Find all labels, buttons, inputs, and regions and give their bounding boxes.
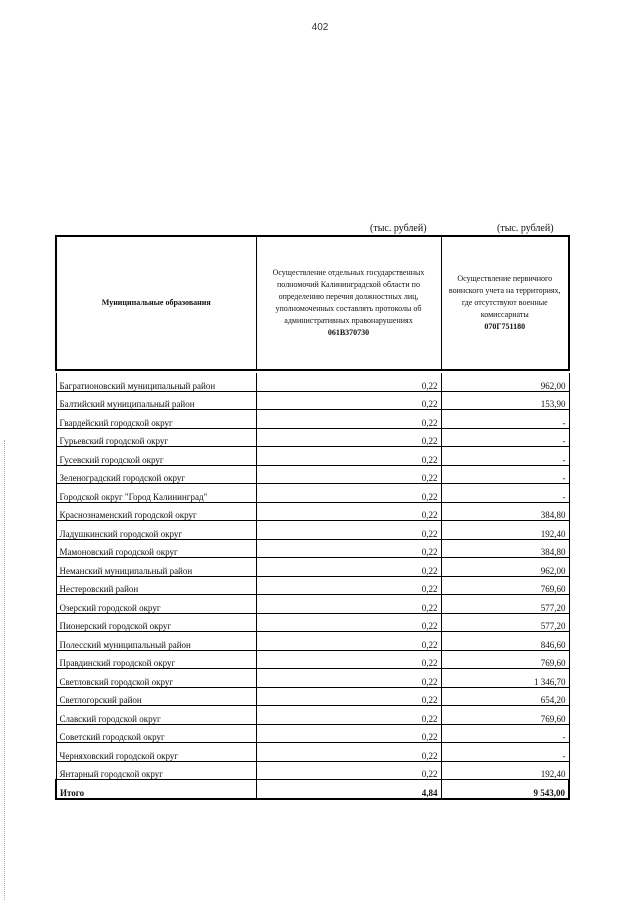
page-number: 402	[311, 22, 329, 33]
value-col-b: -	[441, 447, 569, 466]
value-col-b: -	[441, 484, 569, 503]
value-col-a: 0,22	[256, 724, 441, 743]
value-col-b: 962,00	[441, 373, 569, 391]
municipality-name: Ладушкинский городской округ	[56, 521, 256, 540]
value-col-b: -	[441, 428, 569, 447]
value-col-b: -	[441, 410, 569, 429]
value-col-b: 654,20	[441, 687, 569, 706]
header-military-registration-code: 070Г751180	[484, 322, 526, 331]
table-row	[56, 632, 569, 651]
value-col-a: 0,22	[256, 613, 441, 632]
value-col-b: 192,40	[441, 521, 569, 540]
header-protocol-officials-code: 061В370730	[327, 328, 370, 337]
value-col-b: -	[441, 724, 569, 743]
header-military-registration-label: Осуществление первичного воинского учета на территориях, где отсутствуют военные комиссариаты	[448, 274, 561, 319]
value-col-b: 769,60	[441, 706, 569, 725]
unit-label-col-b: (тыс. рублей)	[497, 223, 554, 234]
unit-label-col-a: (тыс. рублей)	[370, 223, 427, 234]
value-col-b: 577,20	[441, 613, 569, 632]
header-municipalities	[56, 236, 256, 370]
table-row	[56, 447, 569, 466]
value-col-a: 0,22	[256, 410, 441, 429]
municipality-name: Зеленоградский городской округ	[56, 465, 256, 484]
municipality-name: Гурьевский городской округ	[56, 428, 256, 447]
municipality-name: Гусевский городской округ	[56, 447, 256, 466]
municipality-name: Светловский городской округ	[56, 669, 256, 688]
table-row	[56, 539, 569, 558]
table-row	[56, 428, 569, 447]
table-row	[56, 761, 569, 780]
municipality-name: Славский городской округ	[56, 706, 256, 725]
table-row	[56, 613, 569, 632]
table-row	[56, 706, 569, 725]
value-col-a: 0,22	[256, 632, 441, 651]
municipality-name: Советский городской округ	[56, 724, 256, 743]
table-header-row	[56, 236, 569, 370]
total-row	[56, 780, 569, 800]
municipality-name: Пионерский городской округ	[56, 613, 256, 632]
value-col-b: 192,40	[441, 761, 569, 780]
value-col-a: 0,22	[256, 484, 441, 503]
value-col-a: 0,22	[256, 595, 441, 614]
municipality-name: Балтийский муниципальный район	[56, 391, 256, 410]
value-col-a: 0,22	[256, 373, 441, 391]
table-row	[56, 650, 569, 669]
value-col-b: -	[441, 465, 569, 484]
value-col-a: 0,22	[256, 576, 441, 595]
municipality-name: Багратионовский муниципальный район	[56, 373, 256, 391]
value-col-a: 0,22	[256, 650, 441, 669]
table-row	[56, 724, 569, 743]
table-row	[56, 465, 569, 484]
value-col-a: 0,22	[256, 539, 441, 558]
municipality-name: Черняховский городской округ	[56, 743, 256, 762]
budget-table	[55, 235, 570, 800]
municipality-name: Полесский муниципальный район	[56, 632, 256, 651]
table-row	[56, 391, 569, 410]
value-col-a: 0,22	[256, 465, 441, 484]
table-row	[56, 521, 569, 540]
table-row	[56, 576, 569, 595]
header-military-registration	[441, 236, 569, 370]
value-col-a: 0,22	[256, 502, 441, 521]
value-col-b: 153,90	[441, 391, 569, 410]
value-col-a: 0,22	[256, 428, 441, 447]
total-label: Итого	[56, 780, 256, 800]
value-col-b: 769,60	[441, 650, 569, 669]
table-row	[56, 595, 569, 614]
municipality-name: Правдинский городской округ	[56, 650, 256, 669]
municipality-name: Янтарный городской округ	[56, 761, 256, 780]
value-col-b: 384,80	[441, 539, 569, 558]
municipality-name: Городской округ "Город Калининград"	[56, 484, 256, 503]
header-protocol-officials-label: Осуществление отдельных государственных полномочий Калининградской области по определению перечня должностных лиц, уполномоченных составлять протоколы об административных правонарушениях	[272, 268, 425, 325]
value-col-b: 769,60	[441, 576, 569, 595]
value-col-a: 0,22	[256, 706, 441, 725]
value-col-a: 0,22	[256, 391, 441, 410]
total-col-b: 9 543,00	[441, 780, 569, 800]
value-col-b: 846,60	[441, 632, 569, 651]
municipality-name: Краснознаменский городской округ	[56, 502, 256, 521]
municipality-name: Мамоновский городской округ	[56, 539, 256, 558]
table-row	[56, 484, 569, 503]
value-col-b: 384,80	[441, 502, 569, 521]
value-col-b: 962,00	[441, 558, 569, 577]
scan-margin-mark	[4, 440, 6, 900]
value-col-a: 0,22	[256, 669, 441, 688]
table-row	[56, 743, 569, 762]
municipality-name: Озерский городской округ	[56, 595, 256, 614]
table-row	[56, 410, 569, 429]
table-row	[56, 502, 569, 521]
municipality-name: Светлогорский район	[56, 687, 256, 706]
value-col-a: 0,22	[256, 558, 441, 577]
value-col-a: 0,22	[256, 521, 441, 540]
table-row	[56, 669, 569, 688]
total-col-a: 4,84	[256, 780, 441, 800]
table-row	[56, 687, 569, 706]
table-body	[56, 373, 569, 780]
value-col-b: 1 346,70	[441, 669, 569, 688]
value-col-b: -	[441, 743, 569, 762]
value-col-a: 0,22	[256, 687, 441, 706]
header-protocol-officials	[256, 236, 441, 370]
municipality-name: Гвардейский городской округ	[56, 410, 256, 429]
header-municipalities-label: Муниципальные образования	[101, 298, 211, 307]
value-col-a: 0,22	[256, 761, 441, 780]
value-col-a: 0,22	[256, 447, 441, 466]
value-col-a: 0,22	[256, 743, 441, 762]
table-row	[56, 373, 569, 391]
table-row	[56, 558, 569, 577]
municipality-name: Неманский муниципальный район	[56, 558, 256, 577]
value-col-b: 577,20	[441, 595, 569, 614]
municipality-name: Нестеровский район	[56, 576, 256, 595]
